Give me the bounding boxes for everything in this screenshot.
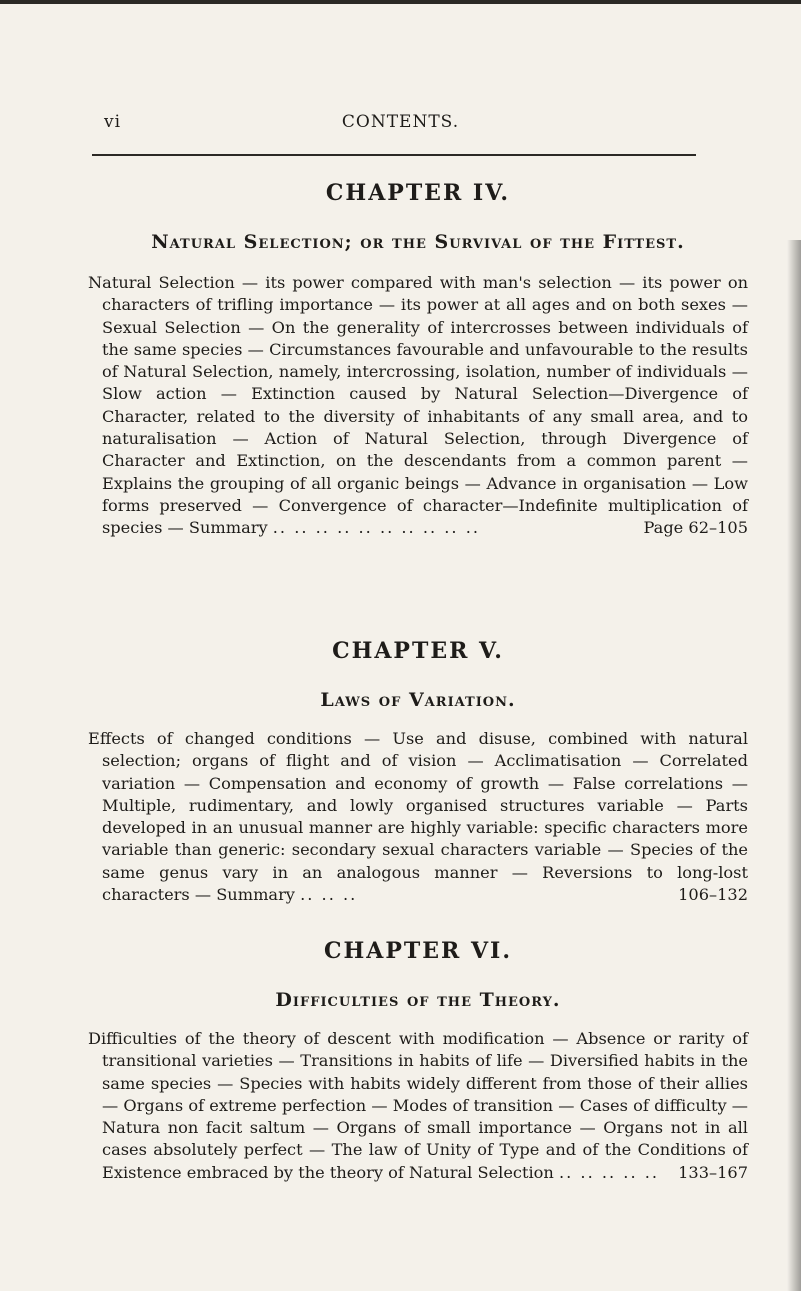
chapter-heading: CHAPTER V. <box>332 638 504 664</box>
page-number: vi <box>104 112 122 132</box>
page-range: Page 62–105 <box>643 518 748 538</box>
dot-leaders: .. .. .. <box>300 885 358 905</box>
page-range: 133–167 <box>678 1162 748 1182</box>
summary-text: Difficulties of the theory of descent with modification — Absence or rarity of transitional varieties — Transitions in habits of life — Diversified habits in the same species — Species with habits widely different from those of their allies — Organs of extreme perfection — Modes of transition — Cases of difficulty — Natura non facit saltum — Organs of small importance — Organs not in all cases absolutely perfect — The law of Unity of Type and of the Conditions of Existence embraced by the theory of Natural Selection <box>88 1029 748 1182</box>
dot-leaders: .. .. .. .. .. <box>559 1162 660 1182</box>
chapter-summary <box>88 272 748 540</box>
chapter-v <box>88 636 748 906</box>
chapter-vi <box>88 936 748 1184</box>
page-range: 106–132 <box>678 885 748 905</box>
page-right-shadow <box>787 240 801 1291</box>
header-rule <box>92 154 696 156</box>
chapter-title: Natural Selection; or the Survival of the Fittest. <box>151 231 685 253</box>
chapter-title: Difficulties of the Theory. <box>275 989 561 1011</box>
dot-leaders: .. .. .. .. .. .. .. .. .. .. <box>272 518 480 538</box>
chapter-heading: CHAPTER IV. <box>325 180 511 206</box>
summary-text: Effects of changed conditions — Use and disuse, combined with natural selection; organs of flight and of vision — Acclimatisation — Correlated variation — Compensation and economy of growth — False correlations — Multiple, rudimentary, and lowly organised structures variable — Parts developed in an unusual manner are highly variable: specific characters more variable than generic: secondary sexual characters variable — Species of the same genus vary in an analogous manner — Reversions to long-lost characters — Summary <box>88 729 748 905</box>
chapter-title: Laws of Variation. <box>320 689 516 711</box>
chapter-summary <box>88 728 748 906</box>
running-head <box>0 112 801 136</box>
summary-text: Natural Selection — its power compared with man's selection — its power on characters of trifling importance — its power at all ages and on both sexes — Sexual Selection — On the generality of intercrosses between individuals of the same species — Circumstances favourable and unfavourable to the results of Natural Selection, namely, intercrossing, isolation, number of individuals — Slow action — Extinction caused by Natural Selection—Divergence of Character, related to the diversity of inhabitants of any small area, and to naturalisation — Action of Natural Selection, through Divergence of Character and Extinction, on the descendants from a common parent — Explains the grouping of all organic beings — Advance in organisation — Low forms preserved — Convergence of character—Indefinite multiplication of species — Summary <box>88 273 748 538</box>
page-top-edge <box>0 0 801 4</box>
chapter-summary <box>88 1028 748 1184</box>
running-head-title: CONTENTS. <box>341 112 460 132</box>
chapter-heading: CHAPTER VI. <box>323 938 512 964</box>
chapter-iv <box>88 178 748 540</box>
